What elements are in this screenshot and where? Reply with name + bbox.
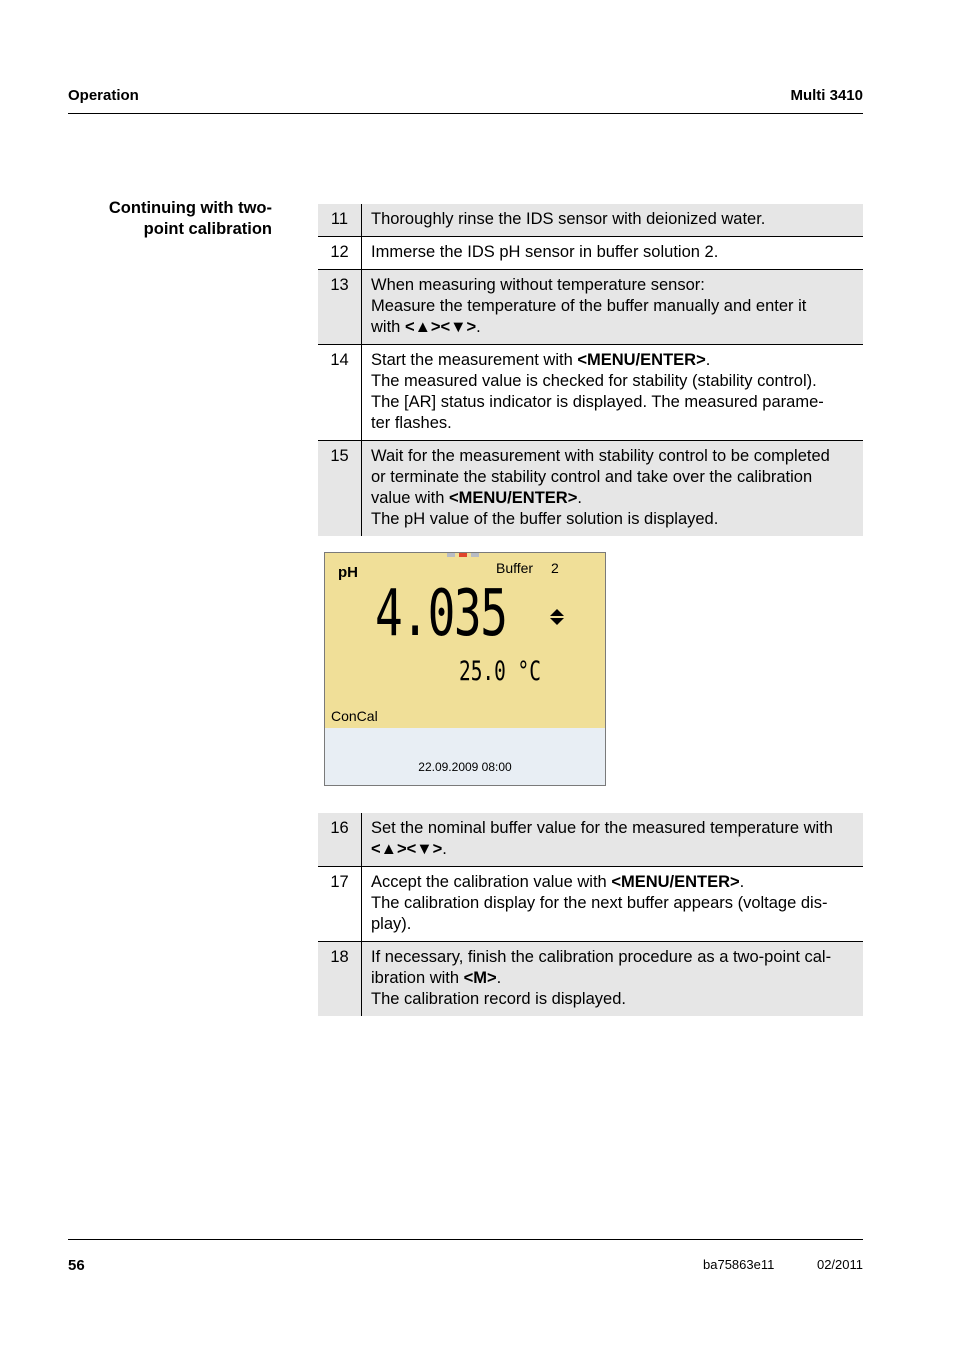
meter-display-screenshot: [324, 552, 606, 786]
lcd-measurement-area: [325, 553, 605, 728]
step-row-15: [318, 441, 863, 537]
step-text-line: The calibration record is displayed.: [371, 990, 626, 1008]
indicator-mark: [447, 553, 455, 557]
step-text-line: Start the measurement with <MENU/ENTER>.: [371, 351, 711, 369]
section-heading-line-1: Continuing with two-: [108, 199, 272, 217]
buffer-number: 2: [551, 560, 559, 576]
step-text: [362, 867, 864, 942]
step-number: 15: [318, 441, 362, 537]
up-down-arrows-icon: [549, 607, 565, 627]
step-text-line: When measuring without temperature sensor:: [371, 276, 705, 294]
steps-table-top: [318, 204, 863, 536]
step-text-line: value with <MENU/ENTER>.: [371, 489, 582, 507]
document-date: 02/2011: [816, 1257, 863, 1272]
step-row-11: [318, 204, 863, 237]
step-text-line: play).: [371, 915, 412, 933]
parameter-label: pH: [338, 564, 358, 581]
step-text-line: The pH value of the buffer solution is displayed.: [371, 510, 719, 528]
step-row-18: [318, 942, 863, 1017]
step-row-13: [318, 270, 863, 345]
step-text-line: <▲><▼>.: [371, 840, 447, 858]
step-text: [362, 813, 864, 867]
step-text-line: The [AR] status indicator is displayed. The measured parame-: [371, 393, 824, 411]
steps-table-bottom: [318, 813, 863, 1016]
step-text-line: ibration with <M>.: [371, 969, 502, 987]
status-indicator-marks: [447, 553, 479, 557]
step-number: 11: [318, 204, 362, 237]
step-text-line: The measured value is checked for stability (stability control).: [371, 372, 817, 390]
step-row-17: [318, 867, 863, 942]
section-heading-line-2: point calibration: [143, 220, 272, 238]
buffer-label: Buffer: [496, 560, 534, 576]
header-section-title: Operation: [68, 87, 139, 104]
step-text-line: Measure the temperature of the buffer manually and enter it: [371, 297, 807, 315]
step-number: 17: [318, 867, 362, 942]
page-number: 56: [68, 1257, 85, 1274]
step-text-line: with <▲><▼>.: [371, 318, 481, 336]
step-text-line: Set the nominal buffer value for the measured temperature with: [371, 819, 833, 837]
step-text: [362, 270, 864, 345]
step-number: 13: [318, 270, 362, 345]
step-text-line: The calibration display for the next buffer appears (voltage dis-: [371, 894, 828, 912]
indicator-mark: [471, 553, 479, 557]
measured-value: 4.035: [375, 577, 507, 651]
step-number: 16: [318, 813, 362, 867]
step-text-line: Immerse the IDS pH sensor in buffer solution 2.: [371, 243, 719, 261]
calibration-mode-label: ConCal: [331, 708, 378, 724]
date-time-readout: 22.09.2009 08:00: [418, 760, 512, 774]
step-text: [362, 204, 864, 237]
step-row-14: [318, 345, 863, 441]
step-number: 14: [318, 345, 362, 441]
section-heading: [68, 198, 272, 240]
step-text: [362, 345, 864, 441]
step-row-16: [318, 813, 863, 867]
document-id: ba75863e11: [703, 1257, 775, 1272]
temperature-value: 25.0 °C: [459, 656, 541, 687]
step-text-line: Thoroughly rinse the IDS sensor with deionized water.: [371, 210, 766, 228]
step-text-line: Wait for the measurement with stability control to be completed: [371, 447, 830, 465]
header-rule: [68, 113, 863, 114]
step-text-line: If necessary, finish the calibration procedure as a two-point cal-: [371, 948, 832, 966]
step-text: [362, 237, 864, 270]
step-text: [362, 942, 864, 1017]
step-text: [362, 441, 864, 537]
header-product-name: Multi 3410: [790, 87, 863, 104]
step-number: 18: [318, 942, 362, 1017]
step-number: 12: [318, 237, 362, 270]
step-text-line: Accept the calibration value with <MENU/ENTER>.: [371, 873, 745, 891]
step-row-12: [318, 237, 863, 270]
step-text-line: or terminate the stability control and take over the calibration: [371, 468, 813, 486]
indicator-mark-active: [459, 553, 467, 557]
step-text-line: ter flashes.: [371, 414, 452, 432]
footer-rule: [68, 1239, 863, 1240]
